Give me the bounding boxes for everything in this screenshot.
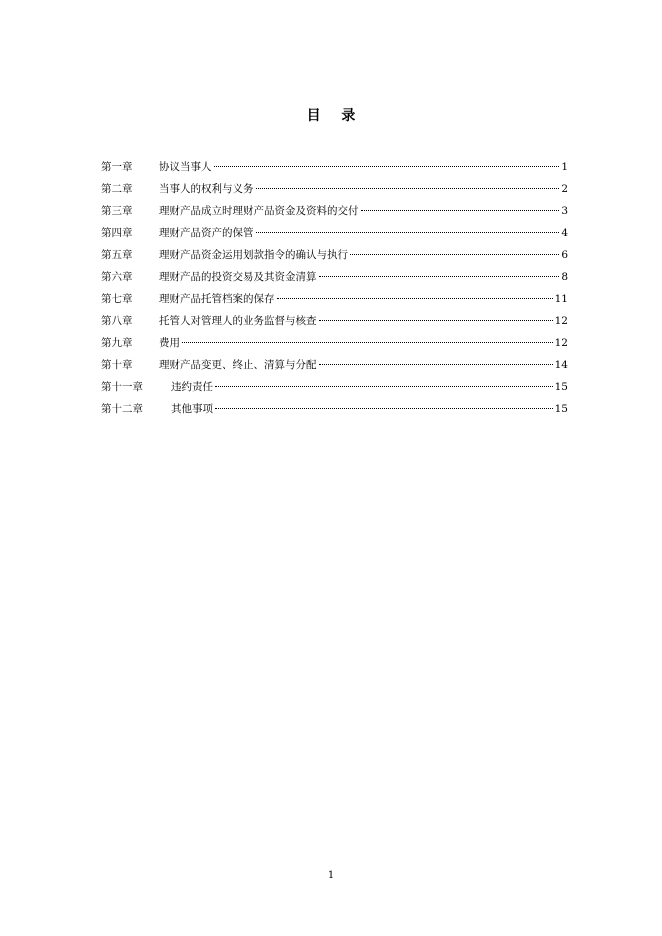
toc-page-number: 4 xyxy=(561,227,568,239)
toc-entry[interactable] xyxy=(101,156,568,178)
toc-entry[interactable] xyxy=(101,200,568,222)
toc-chapter-number: 第五章 xyxy=(101,249,133,261)
dot-leader xyxy=(350,254,559,255)
toc-entry[interactable] xyxy=(101,354,568,376)
toc-chapter-title: 当事人的权利与义务 xyxy=(159,183,254,195)
toc-page-number: 6 xyxy=(561,249,568,261)
table-of-contents xyxy=(101,156,568,420)
toc-page-number: 11 xyxy=(554,293,568,305)
toc-entry[interactable] xyxy=(101,266,568,288)
toc-entry[interactable] xyxy=(101,310,568,332)
toc-page-number: 12 xyxy=(554,337,568,349)
toc-page-number: 2 xyxy=(561,183,568,195)
footer-page-number: 1 xyxy=(327,870,335,881)
toc-entry[interactable] xyxy=(101,178,568,200)
toc-chapter-number: 第八章 xyxy=(101,315,133,327)
toc-entry[interactable] xyxy=(101,332,568,354)
toc-entry[interactable] xyxy=(101,222,568,244)
toc-chapter-title: 理财产品变更、终止、清算与分配 xyxy=(159,359,317,371)
dot-leader xyxy=(256,232,560,233)
toc-chapter-title: 其他事项 xyxy=(171,403,213,415)
toc-chapter-number: 第二章 xyxy=(101,183,133,195)
toc-chapter-number: 第六章 xyxy=(101,271,133,283)
toc-page-number: 15 xyxy=(554,403,568,415)
toc-chapter-number: 第三章 xyxy=(101,205,133,217)
toc-page-number: 12 xyxy=(554,315,568,327)
dot-leader xyxy=(319,364,553,365)
toc-chapter-title: 托管人对管理人的业务监督与核查 xyxy=(159,315,317,327)
toc-chapter-number: 第七章 xyxy=(101,293,133,305)
toc-chapter-number: 第十二章 xyxy=(101,403,143,415)
toc-chapter-title: 理财产品资金运用划款指令的确认与执行 xyxy=(159,249,348,261)
toc-entry[interactable] xyxy=(101,398,568,420)
toc-chapter-number: 第四章 xyxy=(101,227,133,239)
toc-entry[interactable] xyxy=(101,288,568,310)
dot-leader xyxy=(215,408,553,409)
toc-entry[interactable] xyxy=(101,376,568,398)
toc-page-number: 15 xyxy=(554,381,568,393)
toc-chapter-title: 理财产品的投资交易及其资金清算 xyxy=(159,271,317,283)
toc-page-number: 14 xyxy=(554,359,568,371)
toc-page-number: 8 xyxy=(561,271,568,283)
dot-leader xyxy=(319,320,553,321)
dot-leader xyxy=(214,166,560,167)
page-title: 目 录 xyxy=(306,108,364,124)
toc-page-number: 3 xyxy=(561,205,568,217)
dot-leader xyxy=(361,210,560,211)
toc-chapter-number: 第九章 xyxy=(101,337,133,349)
toc-chapter-title: 理财产品成立时理财产品资金及资料的交付 xyxy=(159,205,359,217)
toc-chapter-title: 费用 xyxy=(159,337,180,349)
toc-chapter-title: 理财产品托管档案的保存 xyxy=(159,293,275,305)
dot-leader xyxy=(256,188,560,189)
toc-chapter-number: 第十一章 xyxy=(101,381,143,393)
toc-page-number: 1 xyxy=(561,161,568,173)
dot-leader xyxy=(319,276,560,277)
dot-leader xyxy=(182,342,553,343)
toc-chapter-title: 理财产品资产的保管 xyxy=(159,227,254,239)
toc-chapter-number: 第一章 xyxy=(101,161,133,173)
toc-chapter-number: 第十章 xyxy=(101,359,133,371)
dot-leader xyxy=(277,298,553,299)
dot-leader xyxy=(215,386,553,387)
toc-chapter-title: 协议当事人 xyxy=(159,161,212,173)
toc-entry[interactable] xyxy=(101,244,568,266)
toc-chapter-title: 违约责任 xyxy=(171,381,213,393)
